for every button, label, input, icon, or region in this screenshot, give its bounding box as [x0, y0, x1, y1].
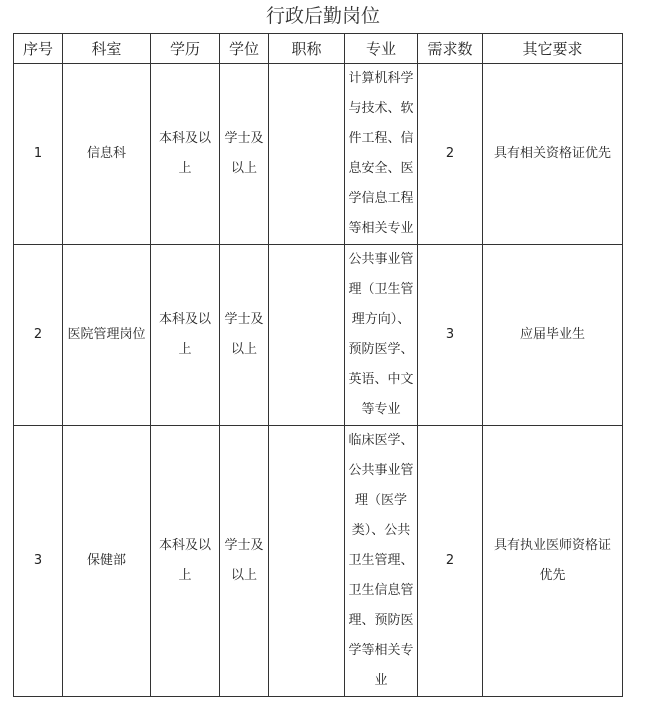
cell-degree: 学士及 以上	[220, 64, 269, 245]
table-row	[14, 64, 623, 245]
page-title: 行政后勤岗位	[265, 5, 380, 27]
cell-major: 临床医学、 公共事业管 理（医学 类）、公共 卫生管理、 卫生信息管 理、预防医 学等相关专 业	[345, 426, 418, 697]
cell-department: 医院管理岗位	[63, 245, 151, 426]
table-row	[14, 245, 623, 426]
header-education: 学历	[151, 34, 220, 64]
cell-major: 计算机科学 与技术、软 件工程、信 息安全、医 学信息工程 等相关专业	[345, 64, 418, 245]
cell-degree: 学士及 以上	[220, 426, 269, 697]
cell-major: 公共事业管 理（卫生管 理方向）、 预防医学、 英语、中文 等专业	[345, 245, 418, 426]
cell-index: 1	[14, 64, 63, 245]
table-row	[14, 426, 623, 697]
cell-count: 2	[418, 426, 483, 697]
header-count: 需求数	[418, 34, 483, 64]
header-index: 序号	[14, 34, 63, 64]
cell-education: 本科及以 上	[151, 64, 220, 245]
header-other: 其它要求	[483, 34, 623, 64]
cell-title	[269, 64, 345, 245]
cell-other: 应届毕业生	[483, 245, 623, 426]
cell-count: 2	[418, 64, 483, 245]
cell-department: 信息科	[63, 64, 151, 245]
header-title: 职称	[269, 34, 345, 64]
cell-department: 保健部	[63, 426, 151, 697]
cell-education: 本科及以 上	[151, 245, 220, 426]
job-positions-table	[13, 33, 623, 697]
header-degree: 学位	[220, 34, 269, 64]
cell-degree: 学士及 以上	[220, 245, 269, 426]
cell-title	[269, 426, 345, 697]
cell-count: 3	[418, 245, 483, 426]
header-major: 专业	[345, 34, 418, 64]
cell-other: 具有执业医师资格证 优先	[483, 426, 623, 697]
cell-title	[269, 245, 345, 426]
header-department: 科室	[63, 34, 151, 64]
cell-index: 3	[14, 426, 63, 697]
cell-index: 2	[14, 245, 63, 426]
table-header-row	[14, 34, 623, 64]
cell-other: 具有相关资格证优先	[483, 64, 623, 245]
cell-education: 本科及以 上	[151, 426, 220, 697]
